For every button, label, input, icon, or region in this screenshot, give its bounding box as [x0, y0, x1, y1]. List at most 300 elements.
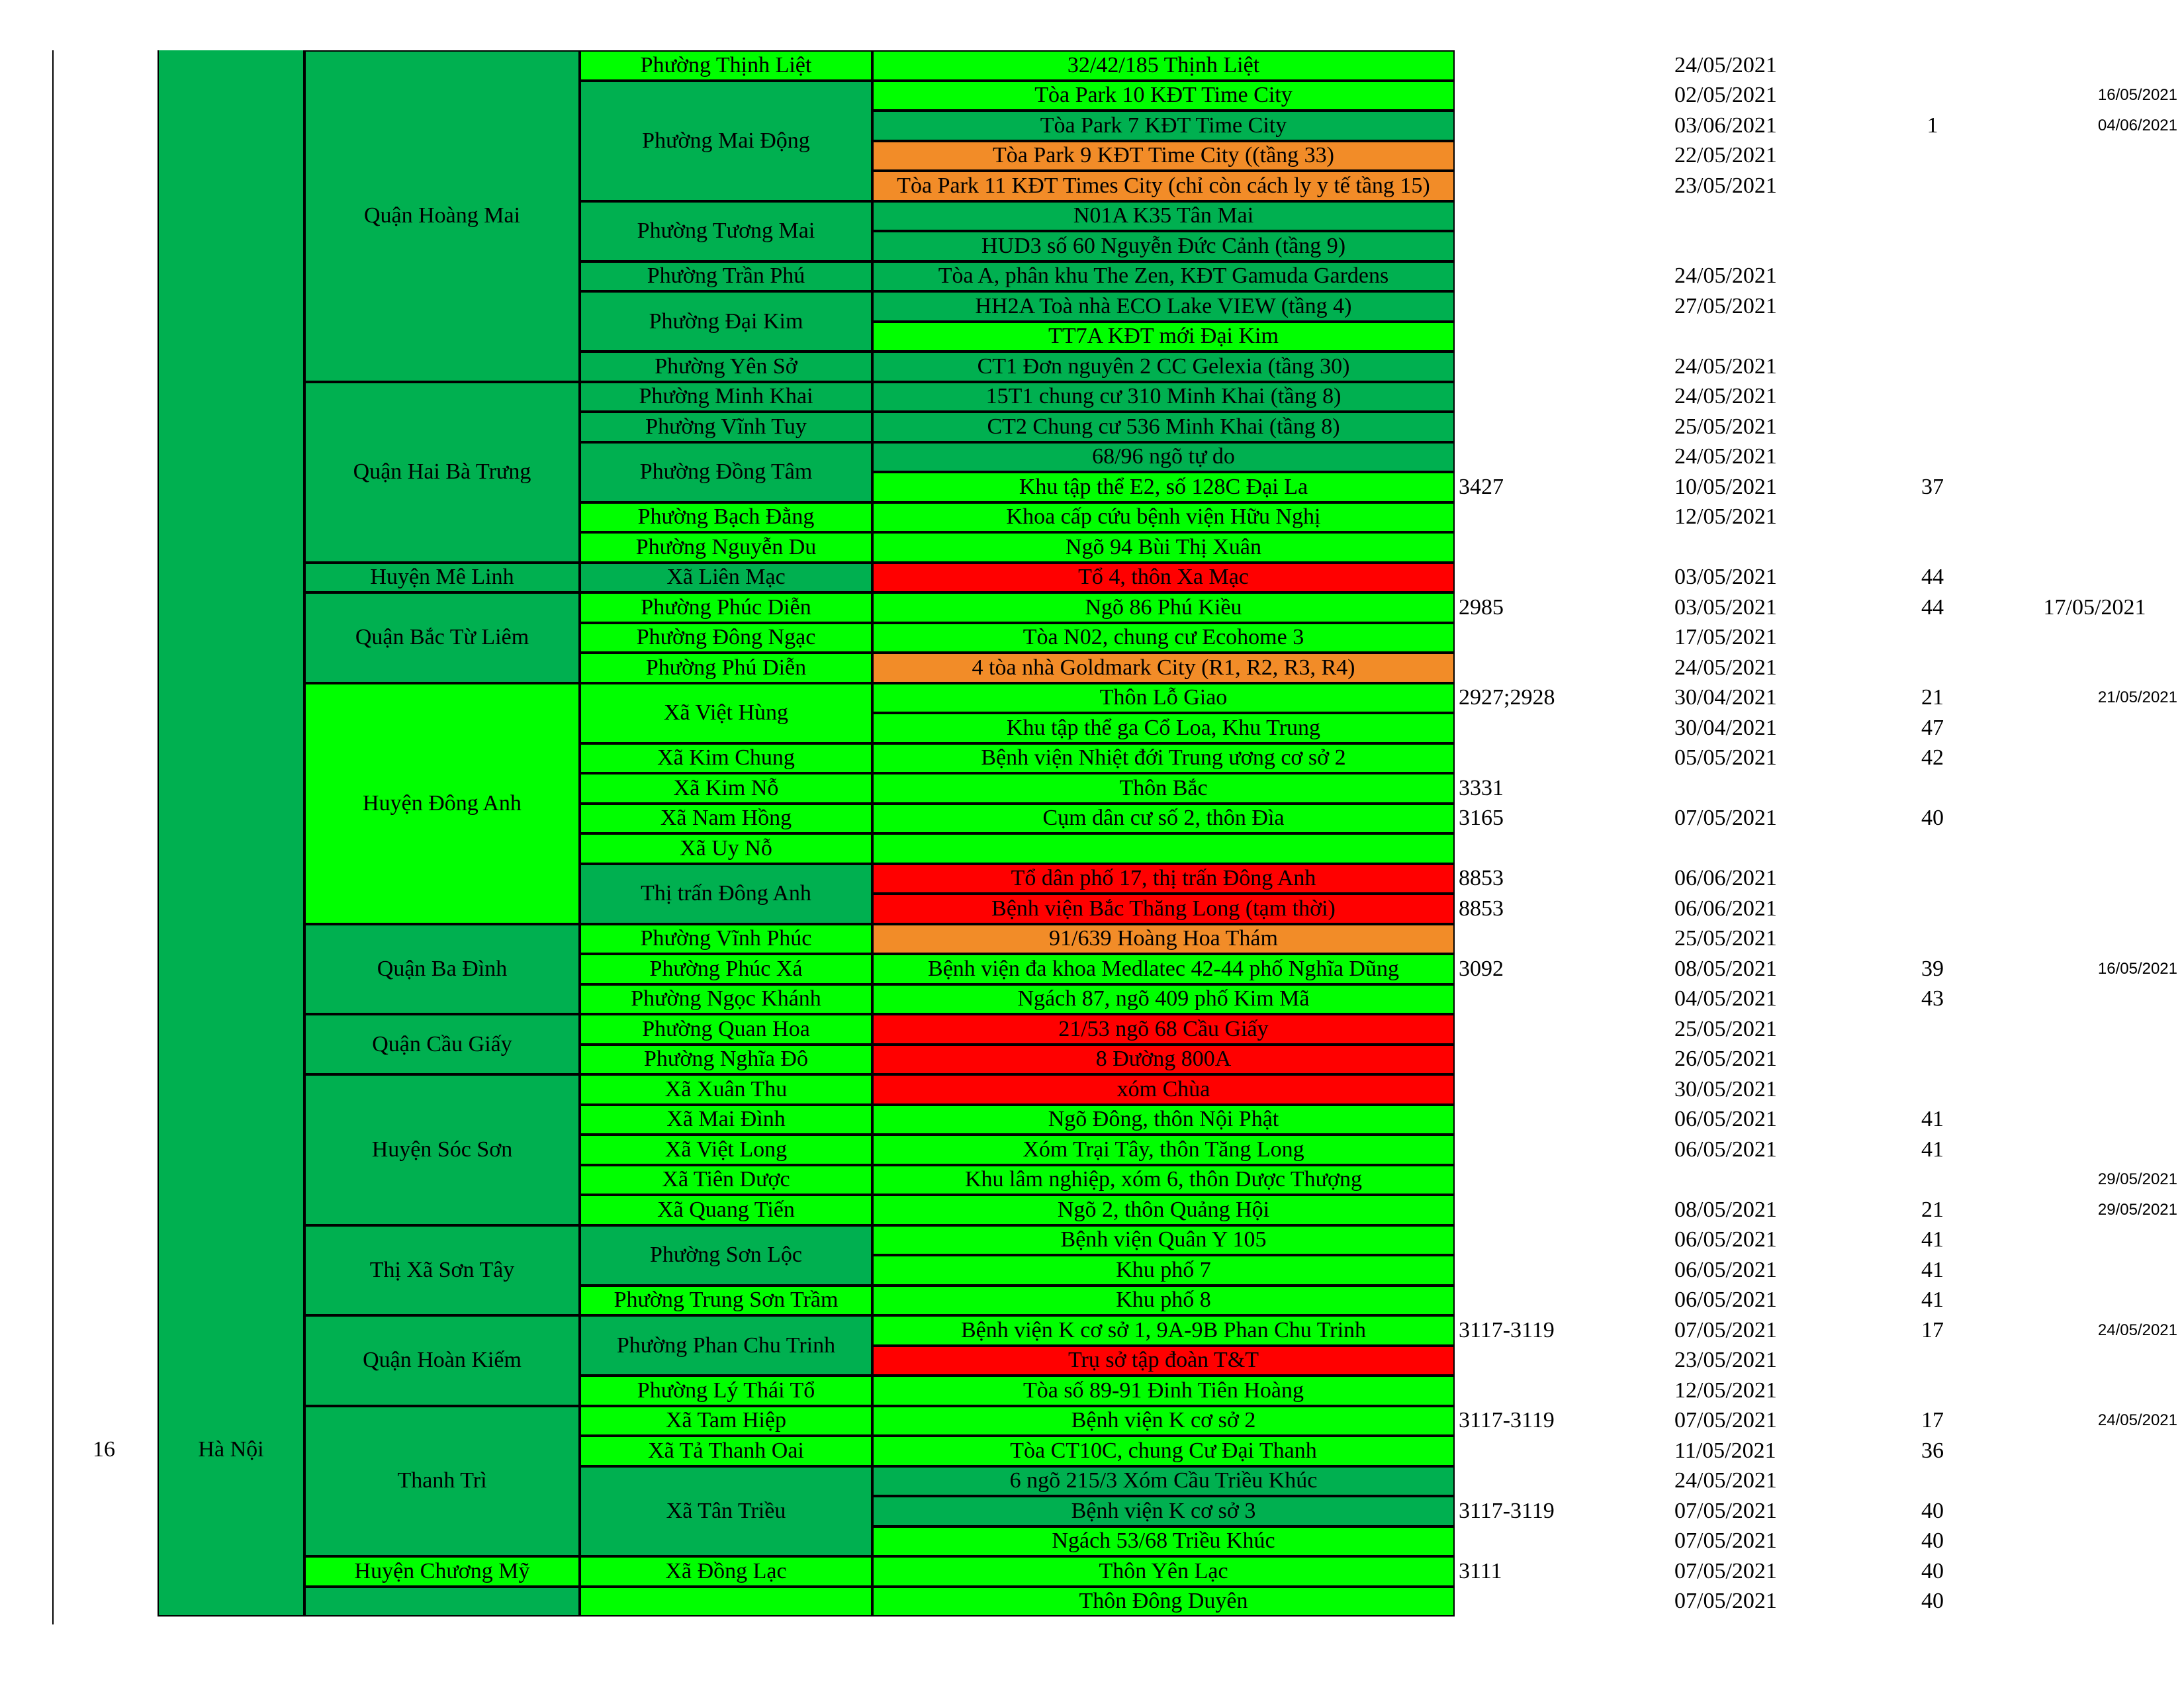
case-count	[1893, 50, 1972, 81]
end-date	[2012, 1346, 2177, 1376]
case-count	[1893, 201, 1972, 232]
case-count: 44	[1921, 594, 1944, 620]
end-date	[2012, 804, 2177, 834]
case-code	[1459, 442, 1657, 473]
address-cell: Bệnh viện K cơ sở 3	[872, 1496, 1455, 1526]
case-count: 40	[1921, 1558, 1944, 1583]
address-cell: 4 tòa nhà Goldmark City (R1, R2, R3, R4)	[872, 653, 1455, 683]
end-date	[2012, 532, 2177, 563]
start-date: 27/05/2021	[1674, 293, 1777, 318]
start-date: 23/05/2021	[1674, 173, 1777, 198]
start-date: 25/05/2021	[1674, 926, 1777, 951]
case-count: 42	[1921, 745, 1944, 771]
address-cell: Khu lâm nghiệp, xóm 6, thôn Dược Thượng	[872, 1165, 1455, 1196]
end-date	[2012, 1496, 2177, 1526]
case-count	[1893, 653, 1972, 683]
address-cell: Ngách 87, ngõ 409 phố Kim Mã	[872, 984, 1455, 1015]
end-date	[2012, 1286, 2177, 1316]
start-date: 11/05/2021	[1674, 1438, 1776, 1463]
address-cell: Thôn Bắc	[872, 773, 1455, 804]
ward-cell: Xã Việt Long	[580, 1135, 872, 1165]
address-cell: 32/42/185 Thịnh Liệt	[872, 50, 1455, 81]
start-date	[1674, 231, 1846, 261]
case-count	[1893, 382, 1972, 412]
ward-cell: Phường Vĩnh Tuy	[580, 412, 872, 442]
end-date	[2012, 201, 2177, 232]
end-date	[2012, 1074, 2177, 1105]
case-count: 17	[1921, 1408, 1944, 1433]
case-code	[1459, 382, 1657, 412]
end-date	[2012, 894, 2177, 924]
case-code	[1459, 623, 1657, 653]
address-cell: Thôn Lỗ Giao	[872, 683, 1455, 714]
case-count: 40	[1921, 1528, 1944, 1554]
address-cell: Bệnh viện đa khoa Medlatec 42-44 phố Nghĩa Dũng	[872, 954, 1455, 984]
case-code	[1459, 81, 1657, 111]
address-cell: Khoa cấp cứu bệnh viện Hữu Nghị	[872, 502, 1455, 533]
start-date: 08/05/2021	[1674, 1197, 1777, 1222]
start-date: 23/05/2021	[1674, 1348, 1777, 1373]
case-count: 40	[1921, 1589, 1944, 1614]
address-cell: Tòa CT10C, chung Cư Đại Thanh	[872, 1436, 1455, 1466]
start-date: 06/05/2021	[1674, 1257, 1777, 1282]
address-cell: 6 ngõ 215/3 Xóm Cầu Triều Khúc	[872, 1466, 1455, 1497]
address-cell: Bệnh viện Quân Y 105	[872, 1225, 1455, 1256]
case-code	[1459, 201, 1657, 232]
case-code	[1459, 1346, 1657, 1376]
end-date	[2012, 1587, 2177, 1617]
end-date: 04/06/2021	[2097, 116, 2177, 134]
address-cell: Ngõ 94 Bùi Thị Xuân	[872, 532, 1455, 563]
left-border-line	[52, 50, 54, 1624]
case-count	[1893, 1074, 1972, 1105]
case-count	[1893, 141, 1972, 171]
start-date: 03/05/2021	[1674, 594, 1777, 620]
ward-cell: Phường Nguyễn Du	[580, 532, 872, 563]
case-count	[1893, 322, 1972, 352]
address-cell: 91/639 Hoàng Hoa Thám	[872, 924, 1455, 955]
start-date: 02/05/2021	[1674, 83, 1777, 108]
end-date	[2012, 291, 2177, 322]
case-count	[1893, 1466, 1972, 1497]
end-date	[2012, 502, 2177, 533]
case-code	[1459, 1376, 1657, 1406]
address-cell: Tòa N02, chung cư Ecohome 3	[872, 623, 1455, 653]
ward-cell: Xã Kim Nỗ	[580, 773, 872, 804]
ward-cell: Phường Tương Mai	[580, 201, 872, 261]
address-cell: Tòa Park 7 KĐT Time City	[872, 111, 1455, 141]
case-code	[1459, 1255, 1657, 1286]
end-date	[2012, 472, 2177, 502]
case-code: 3427	[1459, 474, 1504, 499]
ward-cell: Phường Đông Ngạc	[580, 623, 872, 653]
start-date: 26/05/2021	[1674, 1047, 1777, 1072]
case-count	[1893, 1376, 1972, 1406]
case-code	[1459, 1466, 1657, 1497]
district-cell: Huyện Chương Mỹ	[304, 1556, 580, 1587]
ward-cell: Phường Đại Kim	[580, 291, 872, 352]
address-cell: 68/96 ngõ tự do	[872, 442, 1455, 473]
end-date	[2012, 382, 2177, 412]
case-code	[1459, 50, 1657, 81]
address-cell: Ngõ 2, thôn Quảng Hội	[872, 1195, 1455, 1225]
address-cell: 21/53 ngõ 68 Cầu Giấy	[872, 1014, 1455, 1045]
start-date: 05/05/2021	[1674, 745, 1777, 771]
case-code	[1459, 111, 1657, 141]
start-date: 30/05/2021	[1674, 1076, 1777, 1102]
start-date: 24/05/2021	[1674, 52, 1777, 77]
end-date	[2012, 924, 2177, 955]
start-date: 06/05/2021	[1674, 1288, 1777, 1313]
ward-cell: Xã Tiên Dược	[580, 1165, 872, 1196]
end-date: 16/05/2021	[2097, 959, 2177, 978]
case-code: 8853	[1459, 896, 1504, 921]
end-date	[2012, 412, 2177, 442]
ward-cell	[580, 1587, 872, 1617]
end-date	[2012, 50, 2177, 81]
case-code: 3165	[1459, 806, 1504, 831]
end-date	[2012, 653, 2177, 683]
case-count	[1893, 1014, 1972, 1045]
case-count	[1893, 502, 1972, 533]
end-date	[2012, 171, 2177, 201]
case-code	[1459, 1105, 1657, 1135]
address-cell: Tổ dân phố 17, thị trấn Đông Anh	[872, 864, 1455, 894]
ward-cell: Phường Thịnh Liệt	[580, 50, 872, 81]
case-code	[1459, 502, 1657, 533]
address-cell: Bệnh viện K cơ sở 1, 9A-9B Phan Chu Trinh	[872, 1315, 1455, 1346]
ward-cell: Phường Trung Sơn Trầm	[580, 1286, 872, 1316]
case-count: 47	[1921, 715, 1944, 740]
address-cell: CT2 Chung cư 536 Minh Khai (tầng 8)	[872, 412, 1455, 442]
start-date: 06/05/2021	[1674, 1107, 1777, 1132]
start-date: 07/05/2021	[1674, 1589, 1777, 1614]
end-date	[2012, 1225, 2177, 1256]
start-date: 24/05/2021	[1674, 655, 1777, 680]
case-code: 2985	[1459, 594, 1504, 620]
case-code	[1459, 563, 1657, 593]
start-date: 12/05/2021	[1674, 1378, 1777, 1403]
address-cell: Tòa Park 9 KĐT Time City ((tầng 33)	[872, 141, 1455, 171]
ward-cell: Phường Nghĩa Đô	[580, 1045, 872, 1075]
ward-cell: Phường Phú Diễn	[580, 653, 872, 683]
address-cell: Tòa Park 11 KĐT Times City (chỉ còn cách ly y tế tầng 15)	[872, 171, 1455, 201]
case-code	[1459, 1165, 1657, 1196]
start-date: 25/05/2021	[1674, 414, 1777, 439]
case-code	[1459, 984, 1657, 1015]
address-cell: Bệnh viện Nhiệt đới Trung ương cơ sở 2	[872, 743, 1455, 774]
case-code	[1459, 1526, 1657, 1557]
case-count: 41	[1921, 1107, 1944, 1132]
case-count	[1893, 833, 1972, 864]
case-code	[1459, 1014, 1657, 1045]
address-cell: Ngõ 86 Phú Kiều	[872, 592, 1455, 623]
case-code	[1459, 171, 1657, 201]
ward-cell: Phường Trần Phú	[580, 261, 872, 292]
start-date: 07/05/2021	[1674, 806, 1777, 831]
start-date: 07/05/2021	[1674, 1558, 1777, 1583]
end-date	[2012, 1526, 2177, 1557]
ward-cell: Xã Mai Đình	[580, 1105, 872, 1135]
end-date	[2012, 1376, 2177, 1406]
start-date	[1674, 532, 1846, 563]
address-cell: Bệnh viện Bắc Thăng Long (tạm thời)	[872, 894, 1455, 924]
end-date	[2012, 563, 2177, 593]
case-code: 3117-3119	[1459, 1317, 1555, 1342]
ward-cell: Phường Đồng Tâm	[580, 442, 872, 502]
district-cell: Quận Hoàng Mai	[304, 50, 580, 382]
case-count: 41	[1921, 1227, 1944, 1252]
start-date: 06/06/2021	[1674, 866, 1777, 891]
end-date	[2012, 141, 2177, 171]
case-code	[1459, 1286, 1657, 1316]
case-count: 1	[1927, 113, 1938, 138]
end-date	[2012, 322, 2177, 352]
case-count	[1893, 894, 1972, 924]
address-cell	[872, 833, 1455, 864]
case-count: 39	[1921, 956, 1944, 981]
address-cell: Tòa số 89-91 Đinh Tiên Hoàng	[872, 1376, 1455, 1406]
case-code: 3111	[1459, 1558, 1502, 1583]
ward-cell: Phường Phúc Xá	[580, 954, 872, 984]
case-code	[1459, 291, 1657, 322]
case-code	[1459, 352, 1657, 382]
case-count	[1893, 442, 1972, 473]
case-count: 41	[1921, 1288, 1944, 1313]
end-date	[2012, 1045, 2177, 1075]
start-date: 24/05/2021	[1674, 263, 1777, 289]
case-code: 2927;2928	[1459, 685, 1555, 710]
start-date	[1674, 201, 1846, 232]
end-date	[2012, 1255, 2177, 1286]
end-date	[2012, 984, 2177, 1015]
district-cell: Thanh Trì	[304, 1406, 580, 1557]
district-cell	[304, 1587, 580, 1617]
case-code: 3092	[1459, 956, 1504, 981]
case-count	[1893, 532, 1972, 563]
case-count: 40	[1921, 806, 1944, 831]
case-count	[1893, 924, 1972, 955]
case-count	[1893, 1045, 1972, 1075]
ward-cell: Phường Sơn Lộc	[580, 1225, 872, 1286]
start-date: 10/05/2021	[1674, 474, 1777, 499]
ward-cell: Xã Xuân Thu	[580, 1074, 872, 1105]
start-date	[1674, 1165, 1846, 1196]
end-date	[2012, 1135, 2177, 1165]
ward-cell: Xã Quang Tiến	[580, 1195, 872, 1225]
end-date	[2012, 1436, 2177, 1466]
province-cell: Hà Nội	[158, 50, 304, 1617]
end-date	[2012, 1466, 2177, 1497]
ward-cell: Xã Uy Nỗ	[580, 833, 872, 864]
case-code	[1459, 653, 1657, 683]
ward-cell: Xã Liên Mạc	[580, 563, 872, 593]
address-cell: HUD3 số 60 Nguyễn Đức Cảnh (tầng 9)	[872, 231, 1455, 261]
district-cell: Quận Hoàn Kiếm	[304, 1315, 580, 1406]
ward-cell: Phường Ngọc Khánh	[580, 984, 872, 1015]
address-cell: Ngõ Đông, thôn Nội Phật	[872, 1105, 1455, 1135]
end-date	[2012, 352, 2177, 382]
address-cell: 8 Đường 800A	[872, 1045, 1455, 1075]
case-count	[1893, 412, 1972, 442]
address-cell: Cụm dân cư số 2, thôn Đìa	[872, 804, 1455, 834]
address-cell: Tòa A, phân khu The Zen, KĐT Gamuda Gardens	[872, 261, 1455, 292]
address-cell: Thôn Yên Lạc	[872, 1556, 1455, 1587]
case-code	[1459, 833, 1657, 864]
case-count: 21	[1921, 685, 1944, 710]
case-count: 36	[1921, 1438, 1944, 1463]
ward-cell: Thị trấn Đông Anh	[580, 864, 872, 924]
case-count	[1893, 261, 1972, 292]
district-cell: Huyện Mê Linh	[304, 563, 580, 593]
case-count	[1893, 773, 1972, 804]
end-date	[2012, 623, 2177, 653]
start-date	[1674, 773, 1846, 804]
case-code	[1459, 1225, 1657, 1256]
start-date: 07/05/2021	[1674, 1317, 1777, 1342]
case-code	[1459, 322, 1657, 352]
case-code	[1459, 261, 1657, 292]
start-date: 04/05/2021	[1674, 986, 1777, 1011]
start-date: 07/05/2021	[1674, 1408, 1777, 1433]
ward-cell: Phường Lý Thái Tổ	[580, 1376, 872, 1406]
end-date: 21/05/2021	[2097, 688, 2177, 707]
case-count: 37	[1921, 474, 1944, 499]
end-date	[2012, 713, 2177, 743]
case-count: 44	[1921, 565, 1944, 590]
case-code	[1459, 1195, 1657, 1225]
address-cell: Trụ sở tập đoàn T&T	[872, 1346, 1455, 1376]
ward-cell: Xã Việt Hùng	[580, 683, 872, 743]
case-count: 17	[1921, 1317, 1944, 1342]
ward-cell: Xã Tân Triều	[580, 1466, 872, 1557]
end-date	[2012, 773, 2177, 804]
case-code	[1459, 1045, 1657, 1075]
address-cell: xóm Chùa	[872, 1074, 1455, 1105]
start-date	[1674, 322, 1846, 352]
end-date: 29/05/2021	[2097, 1200, 2177, 1219]
ward-cell: Xã Đồng Lạc	[580, 1556, 872, 1587]
start-date: 17/05/2021	[1674, 625, 1777, 650]
end-date: 16/05/2021	[2097, 86, 2177, 105]
case-count	[1893, 81, 1972, 111]
case-count	[1893, 171, 1972, 201]
start-date: 24/05/2021	[1674, 384, 1777, 409]
start-date: 24/05/2021	[1674, 444, 1777, 469]
end-date: 17/05/2021	[2043, 594, 2146, 620]
start-date: 30/04/2021	[1674, 685, 1777, 710]
case-count: 43	[1921, 986, 1944, 1011]
start-date: 08/05/2021	[1674, 956, 1777, 981]
case-code	[1459, 713, 1657, 743]
case-count	[1893, 231, 1972, 261]
district-cell: Huyện Đông Anh	[304, 683, 580, 924]
stt-cell: 16	[93, 1436, 115, 1462]
case-code: 3117-3119	[1459, 1498, 1555, 1523]
start-date: 06/06/2021	[1674, 896, 1777, 921]
address-cell: Tổ 4, thôn Xa Mạc	[872, 563, 1455, 593]
start-date: 30/04/2021	[1674, 715, 1777, 740]
address-cell: Khu tập thể ga Cổ Loa, Khu Trung	[872, 713, 1455, 743]
district-cell: Quận Cầu Giấy	[304, 1014, 580, 1074]
case-code	[1459, 231, 1657, 261]
end-date: 29/05/2021	[2097, 1170, 2177, 1189]
end-date	[2012, 864, 2177, 894]
case-count: 41	[1921, 1137, 1944, 1162]
address-cell: CT1 Đơn nguyên 2 CC Gelexia (tầng 30)	[872, 352, 1455, 382]
address-cell: Thôn Đông Duyên	[872, 1587, 1455, 1617]
district-cell: Huyện Sóc Sơn	[304, 1074, 580, 1225]
end-date	[2012, 1014, 2177, 1045]
ward-cell: Xã Tả Thanh Oai	[580, 1436, 872, 1466]
case-count: 40	[1921, 1498, 1944, 1523]
start-date: 07/05/2021	[1674, 1528, 1777, 1554]
case-code	[1459, 743, 1657, 774]
ward-cell: Phường Phúc Diễn	[580, 592, 872, 623]
ward-cell: Phường Phan Chu Trinh	[580, 1315, 872, 1376]
address-cell: Xóm Trại Tây, thôn Tăng Long	[872, 1135, 1455, 1165]
case-code	[1459, 1074, 1657, 1105]
case-code	[1459, 532, 1657, 563]
district-cell: Quận Hai Bà Trưng	[304, 382, 580, 563]
address-cell: HH2A Toà nhà ECO Lake VIEW (tầng 4)	[872, 291, 1455, 322]
case-count	[1893, 291, 1972, 322]
case-code	[1459, 924, 1657, 955]
case-code	[1459, 412, 1657, 442]
ward-cell: Xã Nam Hồng	[580, 804, 872, 834]
ward-cell: Phường Minh Khai	[580, 382, 872, 412]
case-code: 3117-3119	[1459, 1408, 1555, 1433]
end-date: 24/05/2021	[2097, 1411, 2177, 1430]
ward-cell: Xã Kim Chung	[580, 743, 872, 774]
case-code	[1459, 1436, 1657, 1466]
case-code: 3331	[1459, 775, 1504, 800]
start-date: 25/05/2021	[1674, 1016, 1777, 1041]
end-date	[2012, 743, 2177, 774]
start-date: 03/06/2021	[1674, 113, 1777, 138]
case-code: 8853	[1459, 866, 1504, 891]
end-date	[2012, 261, 2177, 292]
end-date	[2012, 833, 2177, 864]
end-date: 24/05/2021	[2097, 1321, 2177, 1339]
case-count	[1893, 1165, 1972, 1196]
end-date	[2012, 1105, 2177, 1135]
case-count	[1893, 1346, 1972, 1376]
case-count	[1893, 864, 1972, 894]
case-code	[1459, 141, 1657, 171]
district-cell: Quận Ba Đình	[304, 924, 580, 1015]
district-cell: Thị Xã Sơn Tây	[304, 1225, 580, 1316]
case-code	[1459, 1135, 1657, 1165]
address-cell: Khu phố 7	[872, 1255, 1455, 1286]
ward-cell: Phường Quan Hoa	[580, 1014, 872, 1045]
address-cell: Khu tập thể E2, số 128C Đại La	[872, 472, 1455, 502]
case-count: 41	[1921, 1257, 1944, 1282]
case-count	[1893, 352, 1972, 382]
ward-cell: Xã Tam Hiệp	[580, 1406, 872, 1436]
ward-cell: Phường Vĩnh Phúc	[580, 924, 872, 955]
start-date: 07/05/2021	[1674, 1498, 1777, 1523]
end-date	[2012, 1556, 2177, 1587]
ward-cell: Phường Yên Sở	[580, 352, 872, 382]
district-cell: Quận Bắc Từ Liêm	[304, 592, 580, 683]
address-cell: Ngách 53/68 Triều Khúc	[872, 1526, 1455, 1557]
start-date	[1674, 833, 1846, 864]
start-date: 03/05/2021	[1674, 565, 1777, 590]
address-cell: Bệnh viện K cơ sở 2	[872, 1406, 1455, 1436]
address-cell: Tòa Park 10 KĐT Time City	[872, 81, 1455, 111]
start-date: 24/05/2021	[1674, 353, 1777, 379]
